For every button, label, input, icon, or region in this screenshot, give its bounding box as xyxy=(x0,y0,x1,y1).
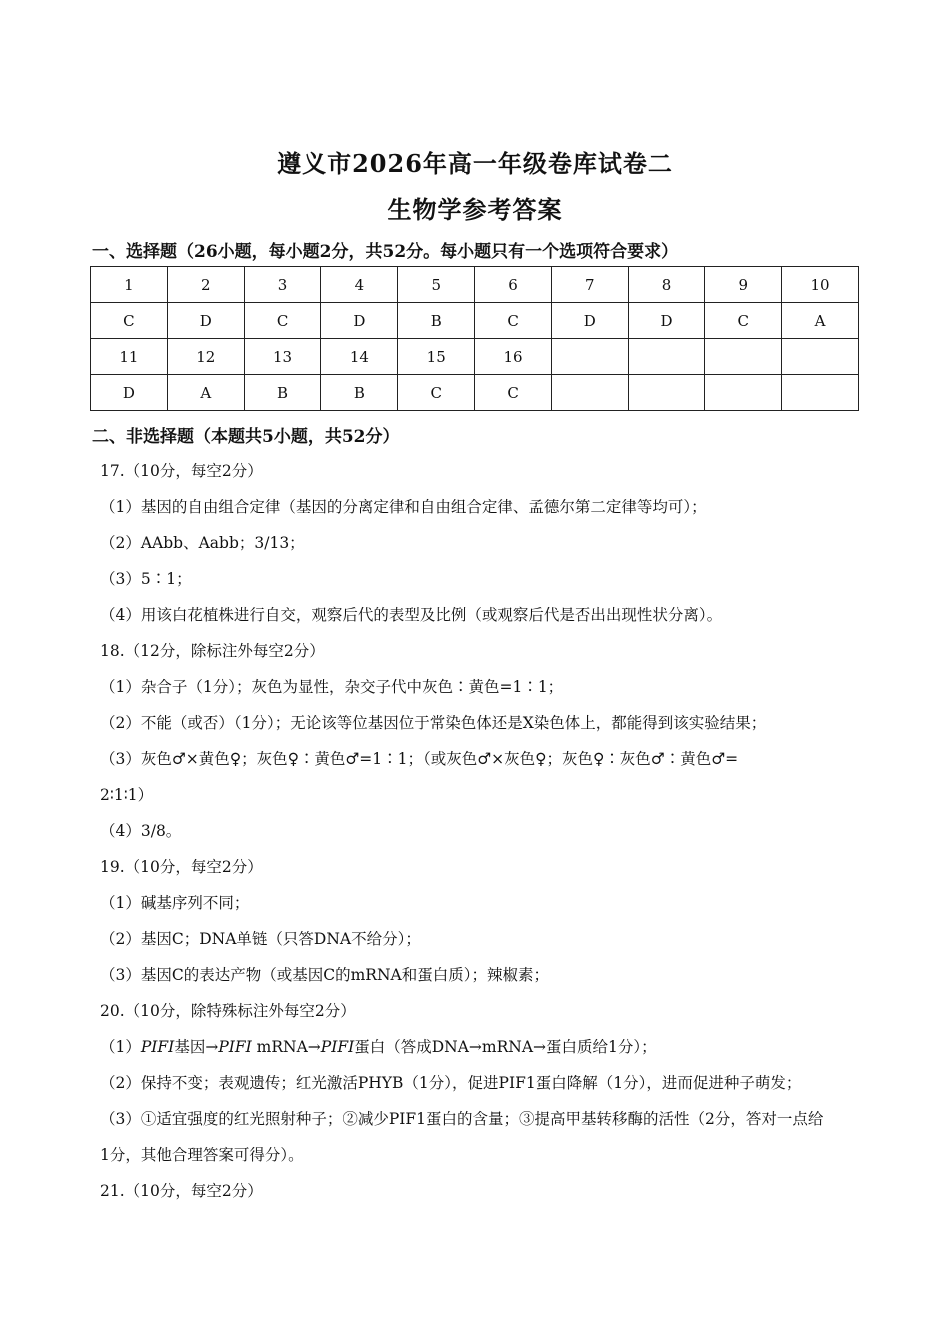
q20-answer-3: （3）①适宜强度的红光照射种子；②减少PIF1蛋白的含量；③提高甲基转移酶的活性（2分，答对一点给 xyxy=(100,1110,824,1128)
table-cell: 5 xyxy=(398,267,475,303)
q19-answer-1: （1）碱基序列不同； xyxy=(100,894,250,912)
table-cell xyxy=(551,339,628,375)
table-cell xyxy=(705,339,782,375)
table-cell: 13 xyxy=(244,339,321,375)
table-cell xyxy=(782,375,859,411)
answer-table xyxy=(90,266,859,411)
table-cell: D xyxy=(628,303,705,339)
table-cell: 6 xyxy=(475,267,552,303)
question-18-header: 18.（12分，除标注外每空2分） xyxy=(100,642,325,660)
section-heading-nonchoice: 二、非选择题（本题共5小题，共52分） xyxy=(92,427,400,447)
table-row xyxy=(91,339,859,375)
question-20-header: 20.（10分，除特殊标注外每空2分） xyxy=(100,1002,356,1020)
q17-answer-4: （4）用该白花植株进行自交，观察后代的表型及比例（或观察后代是否出出现性状分离）。 xyxy=(100,606,723,624)
table-cell: 14 xyxy=(321,339,398,375)
table-cell: D xyxy=(551,303,628,339)
table-cell: C xyxy=(398,375,475,411)
table-cell: C xyxy=(91,303,168,339)
table-cell: A xyxy=(782,303,859,339)
q20-a1-gene: PIFI xyxy=(320,1038,355,1056)
q20-answer-2: （2）保持不变；表观遗传；红光激活PHYB（1分），促进PIF1蛋白降解（1分），进而促进种子萌发； xyxy=(100,1074,802,1092)
q20-answer-3-cont: 1分，其他合理答案可得分）。 xyxy=(100,1146,304,1164)
table-cell: B xyxy=(321,375,398,411)
table-row xyxy=(91,375,859,411)
table-cell: 1 xyxy=(91,267,168,303)
table-cell xyxy=(628,375,705,411)
table-cell: C xyxy=(705,303,782,339)
table-cell: C xyxy=(244,303,321,339)
table-cell: 16 xyxy=(475,339,552,375)
q20-a1-part: 基因→ xyxy=(174,1038,219,1056)
table-cell xyxy=(782,339,859,375)
table-cell: B xyxy=(398,303,475,339)
table-cell: C xyxy=(475,375,552,411)
table-cell: 8 xyxy=(628,267,705,303)
q18-answer-1: （1）杂合子（1分）；灰色为显性，杂交子代中灰色∶黄色=1∶1； xyxy=(100,678,564,696)
q17-answer-2: （2）AAbb、Aabb；3/13； xyxy=(100,534,305,552)
q18-answer-4: （4）3/8。 xyxy=(100,822,182,840)
table-cell: 9 xyxy=(705,267,782,303)
question-21-header: 21.（10分，每空2分） xyxy=(100,1182,263,1200)
table-cell: 15 xyxy=(398,339,475,375)
table-cell: 4 xyxy=(321,267,398,303)
table-cell: 11 xyxy=(91,339,168,375)
q20-a1-gene: PIFI xyxy=(140,1038,175,1056)
document-title: 遵义市2026年高一年级卷库试卷二 xyxy=(277,149,673,178)
table-cell: D xyxy=(91,375,168,411)
q20-a1-part: mRNA→ xyxy=(251,1038,321,1056)
q19-answer-3: （3）基因C的表达产物（或基因C的mRNA和蛋白质）；辣椒素； xyxy=(100,966,549,984)
table-cell: 2 xyxy=(167,267,244,303)
q20-a1-gene: PIFI xyxy=(218,1038,252,1056)
q17-answer-1: （1）基因的自由组合定律（基因的分离定律和自由组合定律、孟德尔第二定律等均可）； xyxy=(100,498,707,516)
q20-a1-part: （1） xyxy=(100,1038,141,1056)
question-17-header: 17.（10分，每空2分） xyxy=(100,462,263,480)
document-subtitle: 生物学参考答案 xyxy=(387,195,563,224)
question-19-header: 19.（10分，每空2分） xyxy=(100,858,263,876)
q20-a1-part: 蛋白（答成DNA→mRNA→蛋白质给1分）； xyxy=(354,1038,657,1056)
table-row xyxy=(91,267,859,303)
table-cell xyxy=(705,375,782,411)
section-heading-choice: 一、选择题（26小题，每小题2分，共52分。每小题只有一个选项符合要求） xyxy=(92,242,679,262)
table-cell: D xyxy=(167,303,244,339)
table-cell: D xyxy=(321,303,398,339)
table-cell: C xyxy=(475,303,552,339)
table-cell: 7 xyxy=(551,267,628,303)
q18-answer-2: （2）不能（或否）（1分）；无论该等位基因位于常染色体还是X染色体上，都能得到该实验结果； xyxy=(100,714,767,732)
table-cell: 12 xyxy=(167,339,244,375)
q20-answer-1 xyxy=(100,1035,657,1057)
q18-answer-3: （3）灰色♂×黄色♀；灰色♀∶黄色♂=1∶1；（或灰色♂×灰色♀；灰色♀∶灰色♂∶黄色♂= xyxy=(100,750,739,768)
q18-answer-3-cont: 2∶1∶1） xyxy=(100,786,154,804)
table-cell xyxy=(551,375,628,411)
table-cell: 3 xyxy=(244,267,321,303)
table-cell: 10 xyxy=(782,267,859,303)
table-cell: B xyxy=(244,375,321,411)
table-cell xyxy=(628,339,705,375)
table-cell: A xyxy=(167,375,244,411)
q17-answer-3: （3）5∶1； xyxy=(100,570,192,588)
q19-answer-2: （2）基因C；DNA单链（只答DNA不给分）； xyxy=(100,930,421,948)
table-row xyxy=(91,303,859,339)
